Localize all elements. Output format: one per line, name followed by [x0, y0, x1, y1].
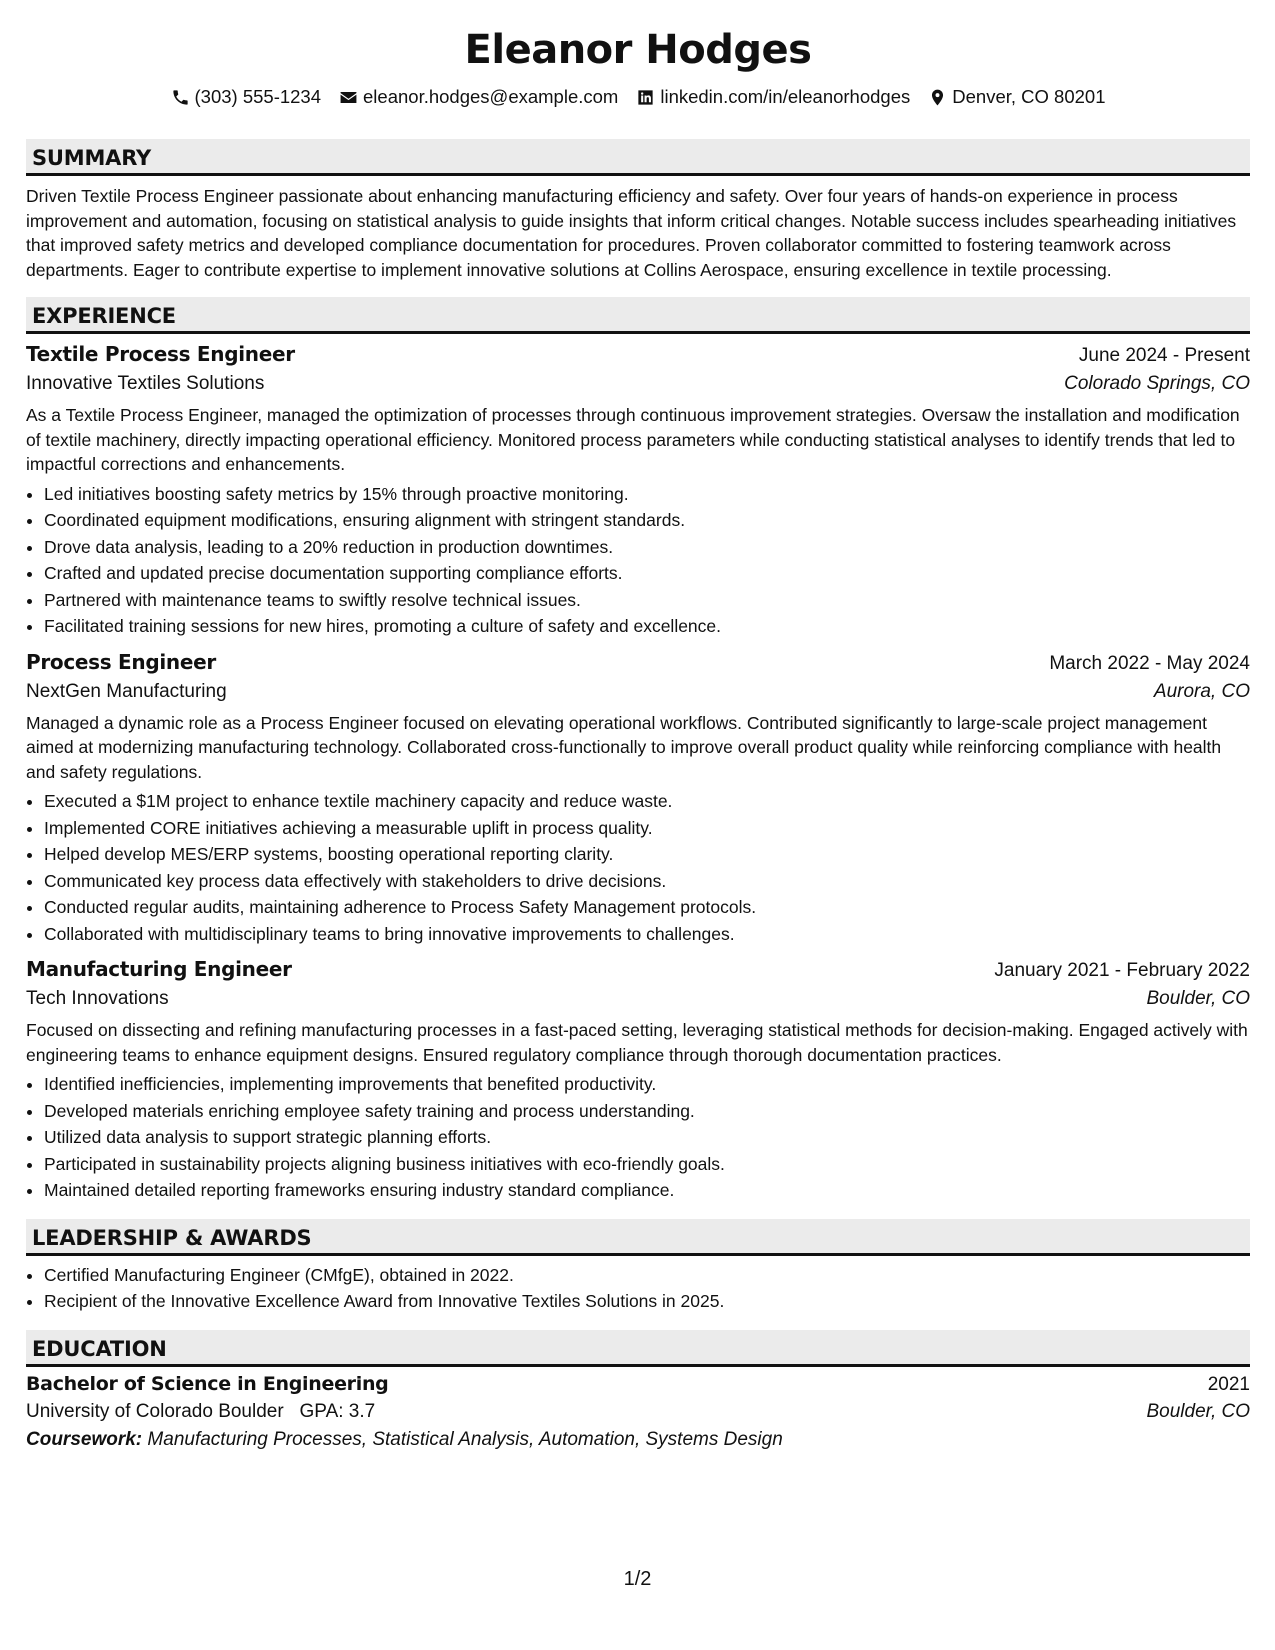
page-number: 1/2 — [623, 1568, 652, 1590]
experience-heading: EXPERIENCE — [26, 297, 1250, 334]
gpa: GPA: 3.7 — [299, 1400, 376, 1422]
contact-location — [928, 86, 1105, 108]
job-description: Focused on dissecting and refining manufacturing processes in a fast-paced setting, leveraging statistical methods for decision-making. Engaged actively with engineering teams to enhance equipment designs. Ensured regulatory compliance through thorough documentation practices. — [26, 1020, 1248, 1065]
job-description: As a Textile Process Engineer, managed the optimization of processes through continuous improvement strategies. Oversaw the installation and modification of textile machinery, directly impacting operational efficiency. Monitored process parameters while conducting statistical analyses to identify trends that led to impactful corrections and enhancements. — [26, 405, 1240, 474]
list-item: • Conducted regular audits, maintaining adherence to Process Safety Management protocols. — [44, 894, 1250, 921]
list-item: • Maintained detailed reporting frameworks ensuring industry standard compliance. — [44, 1177, 1250, 1204]
list-item: • Utilized data analysis to support strategic planning efforts. — [44, 1124, 1250, 1151]
coursework — [26, 1429, 1250, 1451]
list-item: • Crafted and updated precise documentation supporting compliance efforts. — [44, 560, 1250, 587]
job-title: Process Engineer — [26, 649, 216, 674]
email-link[interactable]: eleanor.hodges@example.com — [363, 86, 619, 107]
list-item: • Coordinated equipment modifications, ensuring alignment with stringent standards. — [44, 507, 1250, 534]
list-item: • Identified inefficiencies, implementing improvements that benefited productivity. — [44, 1071, 1250, 1098]
job-location: Aurora, CO — [1153, 680, 1250, 702]
list-item: • Helped develop MES/ERP systems, boosting operational reporting clarity. — [44, 841, 1250, 868]
linkedin-icon — [636, 88, 655, 107]
job-dates: June 2024 - Present — [1078, 345, 1250, 366]
contact-phone — [171, 86, 322, 108]
job-company: Innovative Textiles Solutions — [26, 373, 265, 394]
coursework-list: Manufacturing Processes, Statistical Analysis, Automation, Systems Design — [147, 1428, 783, 1450]
job-bullets — [26, 788, 1250, 947]
degree: Bachelor of Science in Engineering — [26, 1372, 389, 1395]
contact-linkedin[interactable] — [636, 86, 910, 108]
education-heading: EDUCATION — [26, 1330, 1250, 1367]
list-item: • Drove data analysis, leading to a 20% reduction in production downtimes. — [44, 534, 1250, 561]
job-description: Managed a dynamic role as a Process Engineer focused on elevating operational workflows. Contributed significantly to large-scale project management aimed at modernizing manufacturing technology. Collaborated cross-functionally to improve overall product quality while reinforcing compliance with health and safety regulations. — [26, 712, 1222, 782]
contact-bar — [26, 86, 1250, 108]
job-dates: March 2022 - May 2024 — [1049, 652, 1250, 674]
summary-heading: SUMMARY — [26, 139, 1250, 176]
job-location: Boulder, CO — [1146, 988, 1250, 1009]
job-entry — [26, 342, 1250, 640]
school-line — [26, 1401, 375, 1423]
job-title: Manufacturing Engineer — [26, 957, 292, 981]
list-item: • Certified Manufacturing Engineer (CMfgE), obtained in 2022. — [44, 1262, 1250, 1289]
location-text: Denver, CO 80201 — [952, 86, 1106, 107]
map-pin-icon — [928, 88, 947, 107]
job-location: Colorado Springs, CO — [1064, 373, 1250, 394]
list-item: • Led initiatives boosting safety metrics by 15% through proactive monitoring. — [44, 481, 1250, 508]
coursework-label: Coursework: — [26, 1428, 143, 1450]
list-item: • Recipient of the Innovative Excellence Award from Innovative Textiles Solutions in 2025. — [44, 1288, 1250, 1315]
list-item: • Executed a $1M project to enhance textile machinery capacity and reduce waste. — [44, 788, 1250, 815]
job-header — [26, 342, 1250, 367]
phone-icon — [171, 88, 190, 107]
job-subheader — [26, 988, 1250, 1010]
leadership-heading: LEADERSHIP & AWARDS — [26, 1219, 1250, 1256]
job-header — [26, 957, 1250, 982]
envelope-icon — [339, 88, 358, 107]
education-subheader — [26, 1401, 1250, 1423]
list-item: • Developed materials enriching employee safety training and process understanding. — [44, 1098, 1250, 1125]
list-item: • Communicated key process data effectively with stakeholders to drive decisions. — [44, 868, 1250, 895]
job-subheader — [26, 681, 1250, 703]
education-entry — [26, 1373, 1250, 1451]
resume-page — [26, 0, 1250, 1451]
school-name: University of Colorado Boulder — [26, 1400, 284, 1422]
list-item: • Facilitated training sessions for new hires, promoting a culture of safety and excellence. — [44, 613, 1250, 640]
summary-text: Driven Textile Process Engineer passionate about enhancing manufacturing efficiency and safety. Over four years of hands-on experience in process improvement and automation, focusing on statistical analysis to guide insights that inform critical changes. Notable success includes spearheading initiatives that improved safety metrics and developed compliance documentation for procedures. Proven collaborator committed to fostering teamwork across departments. Eager to contribute expertise to implement innovative solutions at Collins Aerospace, ensuring excellence in textile processing. — [26, 186, 1237, 280]
job-subheader — [26, 373, 1250, 395]
job-company: NextGen Manufacturing — [26, 680, 227, 702]
graduation-year: 2021 — [1207, 1373, 1250, 1395]
job-title: Textile Process Engineer — [26, 342, 295, 366]
school-location: Boulder, CO — [1146, 1400, 1250, 1422]
leadership-bullets — [26, 1262, 1250, 1315]
job-bullets — [26, 1071, 1250, 1204]
list-item: • Partnered with maintenance teams to swiftly resolve technical issues. — [44, 587, 1250, 614]
job-entry — [26, 957, 1250, 1204]
job-entry — [26, 650, 1250, 948]
job-company: Tech Innovations — [26, 988, 169, 1009]
list-item: • Implemented CORE initiatives achieving a measurable uplift in process quality. — [44, 815, 1250, 842]
list-item: • Collaborated with multidisciplinary teams to bring innovative improvements to challenges. — [44, 921, 1250, 948]
job-header — [26, 650, 1250, 675]
list-item: • Participated in sustainability projects aligning business initiatives with eco-friendly goals. — [44, 1151, 1250, 1178]
job-bullets — [26, 481, 1250, 640]
candidate-name: Eleanor Hodges — [464, 27, 812, 73]
job-dates: January 2021 - February 2022 — [994, 960, 1250, 981]
linkedin-link[interactable]: linkedin.com/in/eleanorhodges — [660, 86, 911, 107]
phone-text: (303) 555-1234 — [194, 86, 322, 107]
education-header — [26, 1373, 1250, 1396]
contact-email[interactable] — [339, 86, 618, 108]
